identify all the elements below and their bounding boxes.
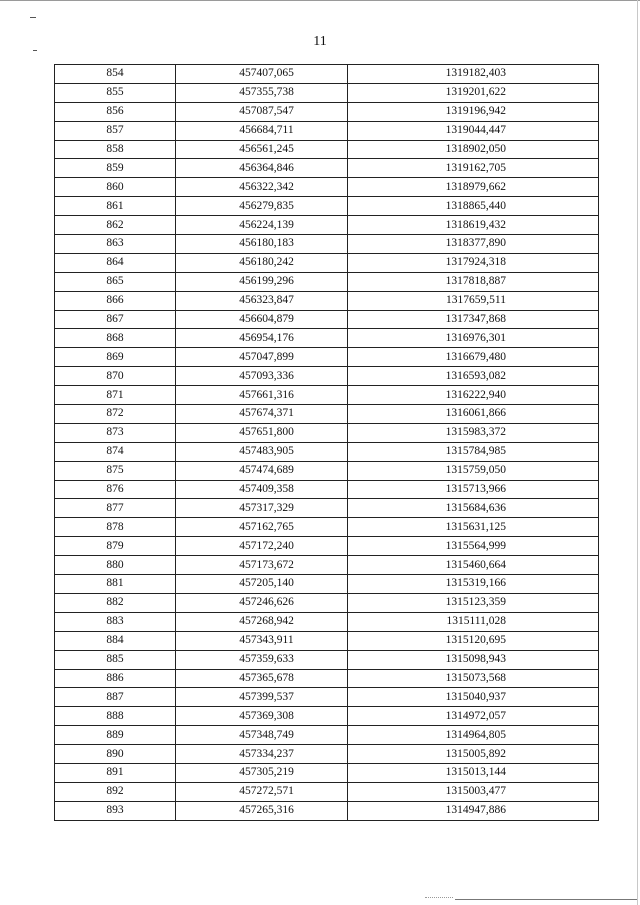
y-coordinate-cell: 1315040,937 (348, 688, 599, 707)
y-coordinate-cell: 1317818,887 (348, 272, 599, 291)
x-coordinate-cell: 457317,329 (176, 499, 348, 518)
point-number-cell: 861 (55, 197, 176, 216)
point-number-cell: 883 (55, 612, 176, 631)
y-coordinate-cell: 1316593,082 (348, 367, 599, 386)
point-number-cell: 890 (55, 745, 176, 764)
y-coordinate-cell: 1315564,999 (348, 537, 599, 556)
table-row (55, 688, 599, 707)
point-number-cell: 859 (55, 159, 176, 178)
point-number-cell: 887 (55, 688, 176, 707)
table-row (55, 386, 599, 405)
table-row (55, 442, 599, 461)
point-number-cell: 868 (55, 329, 176, 348)
x-coordinate-cell: 457359,633 (176, 650, 348, 669)
y-coordinate-cell: 1317347,868 (348, 310, 599, 329)
point-number-cell: 892 (55, 782, 176, 801)
y-coordinate-cell: 1315631,125 (348, 518, 599, 537)
table-row (55, 253, 599, 272)
point-number-cell: 855 (55, 83, 176, 102)
point-number-cell: 891 (55, 763, 176, 782)
table-row (55, 329, 599, 348)
table-row (55, 405, 599, 424)
point-number-cell: 888 (55, 707, 176, 726)
table-row (55, 102, 599, 121)
y-coordinate-cell: 1316222,940 (348, 386, 599, 405)
x-coordinate-cell: 456224,139 (176, 216, 348, 235)
y-coordinate-cell: 1316679,480 (348, 348, 599, 367)
y-coordinate-cell: 1315713,966 (348, 480, 599, 499)
table-row (55, 745, 599, 764)
table-row (55, 65, 599, 84)
x-coordinate-cell: 456364,846 (176, 159, 348, 178)
table-row (55, 518, 599, 537)
x-coordinate-cell: 457483,905 (176, 442, 348, 461)
point-number-cell: 886 (55, 669, 176, 688)
table-row (55, 707, 599, 726)
point-number-cell: 860 (55, 178, 176, 197)
x-coordinate-cell: 457172,240 (176, 537, 348, 556)
y-coordinate-cell: 1315319,166 (348, 575, 599, 594)
scan-speck (30, 17, 36, 18)
table-row (55, 650, 599, 669)
table-row (55, 348, 599, 367)
scan-edge-right (637, 0, 638, 905)
x-coordinate-cell: 456322,342 (176, 178, 348, 197)
y-coordinate-cell: 1315684,636 (348, 499, 599, 518)
y-coordinate-cell: 1316976,301 (348, 329, 599, 348)
point-number-cell: 871 (55, 386, 176, 405)
coordinates-table-body (55, 65, 599, 821)
table-row (55, 367, 599, 386)
y-coordinate-cell: 1315003,477 (348, 782, 599, 801)
scan-speck (33, 50, 37, 51)
y-coordinate-cell: 1315013,144 (348, 763, 599, 782)
table-row (55, 537, 599, 556)
x-coordinate-cell: 457265,316 (176, 801, 348, 820)
y-coordinate-cell: 1318902,050 (348, 140, 599, 159)
table-row (55, 782, 599, 801)
point-number-cell: 865 (55, 272, 176, 291)
x-coordinate-cell: 456954,176 (176, 329, 348, 348)
point-number-cell: 885 (55, 650, 176, 669)
table-row (55, 726, 599, 745)
x-coordinate-cell: 457474,689 (176, 461, 348, 480)
y-coordinate-cell: 1316061,866 (348, 405, 599, 424)
point-number-cell: 858 (55, 140, 176, 159)
y-coordinate-cell: 1315983,372 (348, 423, 599, 442)
point-number-cell: 866 (55, 291, 176, 310)
x-coordinate-cell: 457399,537 (176, 688, 348, 707)
x-coordinate-cell: 456199,296 (176, 272, 348, 291)
table-row (55, 291, 599, 310)
x-coordinate-cell: 456180,183 (176, 235, 348, 254)
table-row (55, 197, 599, 216)
point-number-cell: 880 (55, 556, 176, 575)
x-coordinate-cell: 456604,879 (176, 310, 348, 329)
x-coordinate-cell: 457409,358 (176, 480, 348, 499)
table-row (55, 121, 599, 140)
table-row (55, 235, 599, 254)
point-number-cell: 869 (55, 348, 176, 367)
point-number-cell: 884 (55, 631, 176, 650)
point-number-cell: 863 (55, 235, 176, 254)
y-coordinate-cell: 1319162,705 (348, 159, 599, 178)
table-row (55, 575, 599, 594)
x-coordinate-cell: 457661,316 (176, 386, 348, 405)
x-coordinate-cell: 457674,371 (176, 405, 348, 424)
point-number-cell: 872 (55, 405, 176, 424)
x-coordinate-cell: 457348,749 (176, 726, 348, 745)
table-row (55, 310, 599, 329)
table-row (55, 83, 599, 102)
x-coordinate-cell: 456180,242 (176, 253, 348, 272)
y-coordinate-cell: 1318377,890 (348, 235, 599, 254)
point-number-cell: 876 (55, 480, 176, 499)
x-coordinate-cell: 457305,219 (176, 763, 348, 782)
y-coordinate-cell: 1318979,662 (348, 178, 599, 197)
y-coordinate-cell: 1315460,664 (348, 556, 599, 575)
point-number-cell: 857 (55, 121, 176, 140)
y-coordinate-cell: 1317924,318 (348, 253, 599, 272)
y-coordinate-cell: 1319201,622 (348, 83, 599, 102)
point-number-cell: 867 (55, 310, 176, 329)
table-row (55, 631, 599, 650)
page-number: 11 (313, 34, 327, 49)
point-number-cell: 893 (55, 801, 176, 820)
point-number-cell: 856 (55, 102, 176, 121)
x-coordinate-cell: 457334,237 (176, 745, 348, 764)
scan-edge-top (0, 0, 640, 1)
table-row (55, 499, 599, 518)
point-number-cell: 875 (55, 461, 176, 480)
x-coordinate-cell: 457087,547 (176, 102, 348, 121)
table-row (55, 216, 599, 235)
y-coordinate-cell: 1315098,943 (348, 650, 599, 669)
x-coordinate-cell: 456323,847 (176, 291, 348, 310)
x-coordinate-cell: 457272,571 (176, 782, 348, 801)
table-row (55, 669, 599, 688)
point-number-cell: 873 (55, 423, 176, 442)
y-coordinate-cell: 1314947,886 (348, 801, 599, 820)
y-coordinate-cell: 1314972,057 (348, 707, 599, 726)
y-coordinate-cell: 1318865,440 (348, 197, 599, 216)
x-coordinate-cell: 457093,336 (176, 367, 348, 386)
y-coordinate-cell: 1315123,359 (348, 593, 599, 612)
point-number-cell: 864 (55, 253, 176, 272)
x-coordinate-cell: 457365,678 (176, 669, 348, 688)
point-number-cell: 881 (55, 575, 176, 594)
y-coordinate-cell: 1315005,892 (348, 745, 599, 764)
table-row (55, 801, 599, 820)
y-coordinate-cell: 1314964,805 (348, 726, 599, 745)
y-coordinate-cell: 1319196,942 (348, 102, 599, 121)
table-row (55, 461, 599, 480)
point-number-cell: 878 (55, 518, 176, 537)
y-coordinate-cell: 1315759,050 (348, 461, 599, 480)
point-number-cell: 879 (55, 537, 176, 556)
x-coordinate-cell: 457162,765 (176, 518, 348, 537)
y-coordinate-cell: 1315120,695 (348, 631, 599, 650)
table-row (55, 423, 599, 442)
footer-dotted-line (425, 897, 453, 898)
x-coordinate-cell: 456561,245 (176, 140, 348, 159)
table-row (55, 556, 599, 575)
x-coordinate-cell: 456684,711 (176, 121, 348, 140)
table-row (55, 159, 599, 178)
x-coordinate-cell: 457173,672 (176, 556, 348, 575)
table-row (55, 140, 599, 159)
y-coordinate-cell: 1319182,403 (348, 65, 599, 84)
point-number-cell: 854 (55, 65, 176, 84)
point-number-cell: 862 (55, 216, 176, 235)
point-number-cell: 874 (55, 442, 176, 461)
table-row (55, 480, 599, 499)
table-row (55, 612, 599, 631)
x-coordinate-cell: 457047,899 (176, 348, 348, 367)
x-coordinate-cell: 457246,626 (176, 593, 348, 612)
table-row (55, 178, 599, 197)
table-row (55, 272, 599, 291)
x-coordinate-cell: 457651,800 (176, 423, 348, 442)
point-number-cell: 870 (55, 367, 176, 386)
x-coordinate-cell: 457355,738 (176, 83, 348, 102)
footer-rule (455, 899, 637, 900)
y-coordinate-cell: 1315073,568 (348, 669, 599, 688)
y-coordinate-cell: 1318619,432 (348, 216, 599, 235)
point-number-cell: 882 (55, 593, 176, 612)
coordinates-table (54, 64, 599, 821)
x-coordinate-cell: 457407,065 (176, 65, 348, 84)
point-number-cell: 877 (55, 499, 176, 518)
y-coordinate-cell: 1315111,028 (348, 612, 599, 631)
y-coordinate-cell: 1319044,447 (348, 121, 599, 140)
y-coordinate-cell: 1317659,511 (348, 291, 599, 310)
x-coordinate-cell: 457268,942 (176, 612, 348, 631)
table-row (55, 763, 599, 782)
point-number-cell: 889 (55, 726, 176, 745)
x-coordinate-cell: 457343,911 (176, 631, 348, 650)
table-row (55, 593, 599, 612)
x-coordinate-cell: 457369,308 (176, 707, 348, 726)
y-coordinate-cell: 1315784,985 (348, 442, 599, 461)
x-coordinate-cell: 456279,835 (176, 197, 348, 216)
x-coordinate-cell: 457205,140 (176, 575, 348, 594)
